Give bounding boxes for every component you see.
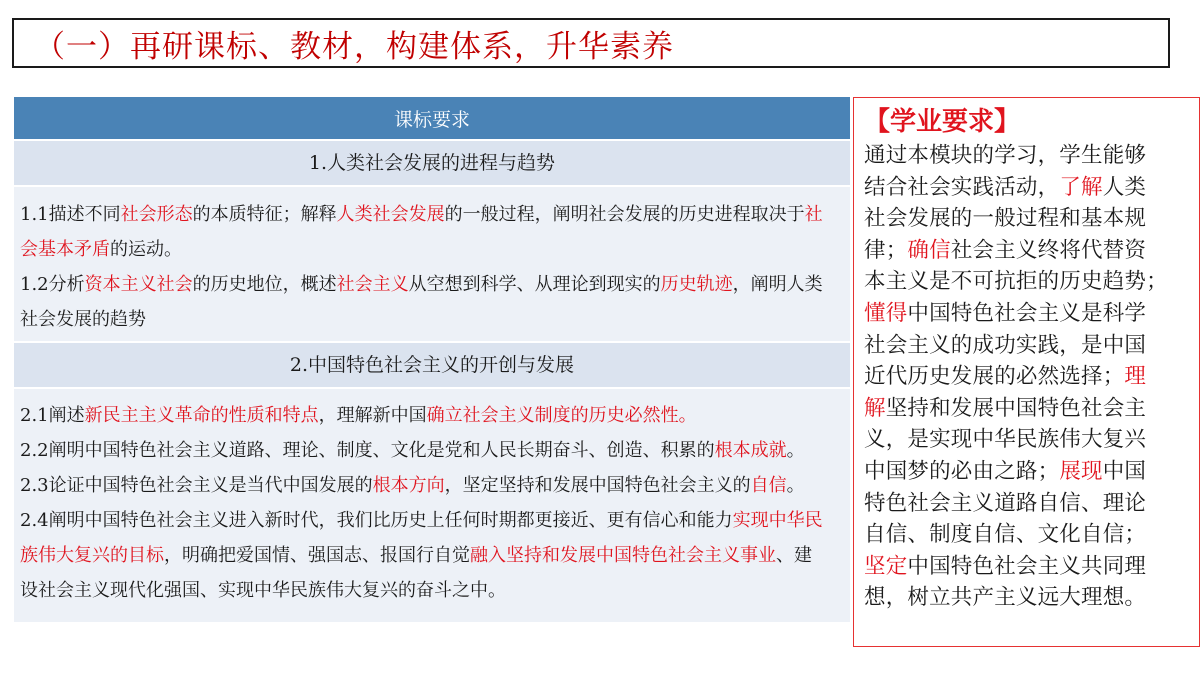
text-segment: 自信、制度自信、文化自信； bbox=[864, 522, 1147, 548]
highlight-text: 展现 bbox=[1059, 458, 1103, 484]
text-segment: 社会主义的成功实践，是中国 bbox=[864, 332, 1147, 358]
side-line bbox=[864, 393, 1199, 425]
text-segment: 。 bbox=[786, 440, 805, 461]
text-segment: 从空想到科学、从理论到现实的 bbox=[408, 274, 661, 295]
text-segment: 特色社会主义道路自信、理论 bbox=[864, 490, 1147, 516]
requirement-line bbox=[20, 573, 844, 608]
highlight-text: 解 bbox=[864, 395, 886, 421]
text-segment: 的一般过程，阐明社会发展的历史进程取决于 bbox=[444, 204, 805, 225]
highlight-text: 历史轨迹 bbox=[660, 274, 733, 295]
requirement-item bbox=[14, 267, 850, 337]
text-segment: ，明确把爱国情、强国志、报国行自觉 bbox=[164, 545, 470, 566]
highlight-text: 族伟大复兴的目标 bbox=[20, 545, 164, 566]
text-segment: ，理解新中国 bbox=[318, 405, 427, 426]
title-box bbox=[12, 18, 1170, 68]
highlight-text: 实现中华民 bbox=[732, 510, 823, 531]
text-segment: 结合社会实践活动， bbox=[864, 174, 1060, 200]
text-segment: 的本质特征；解释 bbox=[192, 204, 337, 225]
text-segment: 2.3论证中国特色社会主义是当代中国发展的 bbox=[20, 475, 373, 496]
section-heading-2: 2.中国特色社会主义的开创与发展 bbox=[14, 341, 850, 387]
side-line bbox=[864, 330, 1199, 362]
text-segment: 。 bbox=[786, 475, 805, 496]
requirement-line bbox=[20, 538, 844, 573]
highlight-text: 根本成就 bbox=[714, 440, 787, 461]
text-segment: 本主义是不可抗拒的历史趋势； bbox=[864, 269, 1168, 295]
side-line bbox=[864, 456, 1199, 488]
highlight-text: 自信 bbox=[750, 475, 787, 496]
requirement-line bbox=[20, 433, 844, 468]
text-segment: 律； bbox=[864, 237, 908, 263]
text-segment: 设社会主义现代化强国、实现中华民族伟大复兴的奋斗之中。 bbox=[20, 580, 506, 601]
requirement-item bbox=[14, 503, 850, 608]
text-segment: 的运动。 bbox=[110, 239, 182, 260]
text-segment: 义，是实现中华民族伟大复兴 bbox=[864, 427, 1147, 453]
side-line bbox=[864, 519, 1199, 551]
text-segment: 中国梦的必由之路； bbox=[864, 458, 1060, 484]
text-segment: 坚持和发展中国特色社会主 bbox=[885, 395, 1147, 421]
text-segment: 中国 bbox=[1102, 458, 1147, 484]
text-segment: 社会发展的一般过程和基本规 bbox=[864, 206, 1147, 232]
text-segment: 2.1阐述 bbox=[20, 405, 85, 426]
text-segment: 、建 bbox=[776, 545, 812, 566]
text-segment: 人类 bbox=[1102, 174, 1147, 200]
side-line bbox=[864, 424, 1199, 456]
highlight-text: 了解 bbox=[1059, 174, 1103, 200]
requirement-line bbox=[20, 468, 844, 503]
side-line bbox=[864, 172, 1199, 204]
text-segment: 中国特色社会主义是科学 bbox=[907, 300, 1147, 326]
text-segment: 社会主义终将代替资 bbox=[950, 237, 1147, 263]
highlight-text: 社 bbox=[804, 204, 823, 225]
section-body-2 bbox=[14, 387, 850, 622]
text-segment: 想，树立共产主义远大理想。 bbox=[864, 585, 1147, 611]
side-line bbox=[864, 298, 1199, 330]
highlight-text: 新民主主义革命的性质和特点 bbox=[84, 405, 319, 426]
page-title: （一）再研课标、教材，构建体系，升华素养 bbox=[34, 28, 674, 65]
requirement-item bbox=[14, 468, 850, 503]
highlight-text: 根本方向 bbox=[372, 475, 445, 496]
requirement-line bbox=[20, 232, 844, 267]
text-segment: 近代历史发展的必然选择； bbox=[864, 364, 1125, 390]
highlight-text: 融入坚持和发展中国特色社会主义事业 bbox=[470, 545, 776, 566]
requirement-item bbox=[14, 197, 850, 267]
academic-requirements-box bbox=[853, 97, 1200, 647]
text-segment: 中国特色社会主义共同理 bbox=[907, 553, 1147, 579]
section-body-1 bbox=[14, 185, 850, 341]
side-line bbox=[864, 488, 1199, 520]
text-segment: 1.2分析 bbox=[20, 274, 85, 295]
table-header: 课标要求 bbox=[14, 97, 850, 139]
side-line bbox=[864, 140, 1199, 172]
highlight-text: 确信 bbox=[907, 237, 951, 263]
standards-table bbox=[14, 97, 850, 622]
text-segment: 社会发展的趋势 bbox=[20, 309, 146, 330]
side-line bbox=[864, 266, 1199, 298]
requirement-line bbox=[20, 398, 844, 433]
section-heading-1: 1.人类社会发展的进程与趋势 bbox=[14, 139, 850, 185]
text-segment: ，阐明人类 bbox=[732, 274, 823, 295]
requirement-line bbox=[20, 267, 844, 302]
text-segment: 通过本模块的学习，学生能够 bbox=[864, 143, 1147, 168]
highlight-text: 社会主义 bbox=[336, 274, 409, 295]
highlight-text: 懂得 bbox=[864, 300, 908, 326]
side-line bbox=[864, 203, 1199, 235]
highlight-text: 会基本矛盾 bbox=[20, 239, 110, 260]
highlight-text: 资本主义社会 bbox=[84, 274, 193, 295]
requirement-line bbox=[20, 197, 844, 232]
text-segment: 1.1描述不同 bbox=[20, 204, 121, 225]
text-segment: 2.4阐明中国特色社会主义进入新时代，我们比历史上任何时期都更接近、更有信心和能力 bbox=[20, 510, 733, 531]
side-line bbox=[864, 582, 1199, 614]
highlight-text: 人类社会发展 bbox=[336, 204, 445, 225]
highlight-text: 确立社会主义制度的历史必然性。 bbox=[426, 405, 697, 426]
side-body bbox=[864, 140, 1199, 614]
side-line bbox=[864, 551, 1199, 583]
requirement-item bbox=[14, 398, 850, 433]
text-segment: 2.2阐明中国特色社会主义道路、理论、制度、文化是党和人民长期奋斗、创造、积累的 bbox=[20, 440, 715, 461]
side-title: 【学业要求】 bbox=[864, 107, 1021, 137]
text-segment: ，坚定坚持和发展中国特色社会主义的 bbox=[444, 475, 751, 496]
side-line bbox=[864, 361, 1199, 393]
highlight-text: 理 bbox=[1124, 364, 1147, 390]
highlight-text: 社会形态 bbox=[120, 204, 193, 225]
requirement-line bbox=[20, 503, 844, 538]
requirement-line bbox=[20, 302, 844, 337]
highlight-text: 坚定 bbox=[864, 553, 908, 579]
text-segment: 的历史地位，概述 bbox=[192, 274, 337, 295]
requirement-item bbox=[14, 433, 850, 468]
side-line bbox=[864, 235, 1199, 267]
